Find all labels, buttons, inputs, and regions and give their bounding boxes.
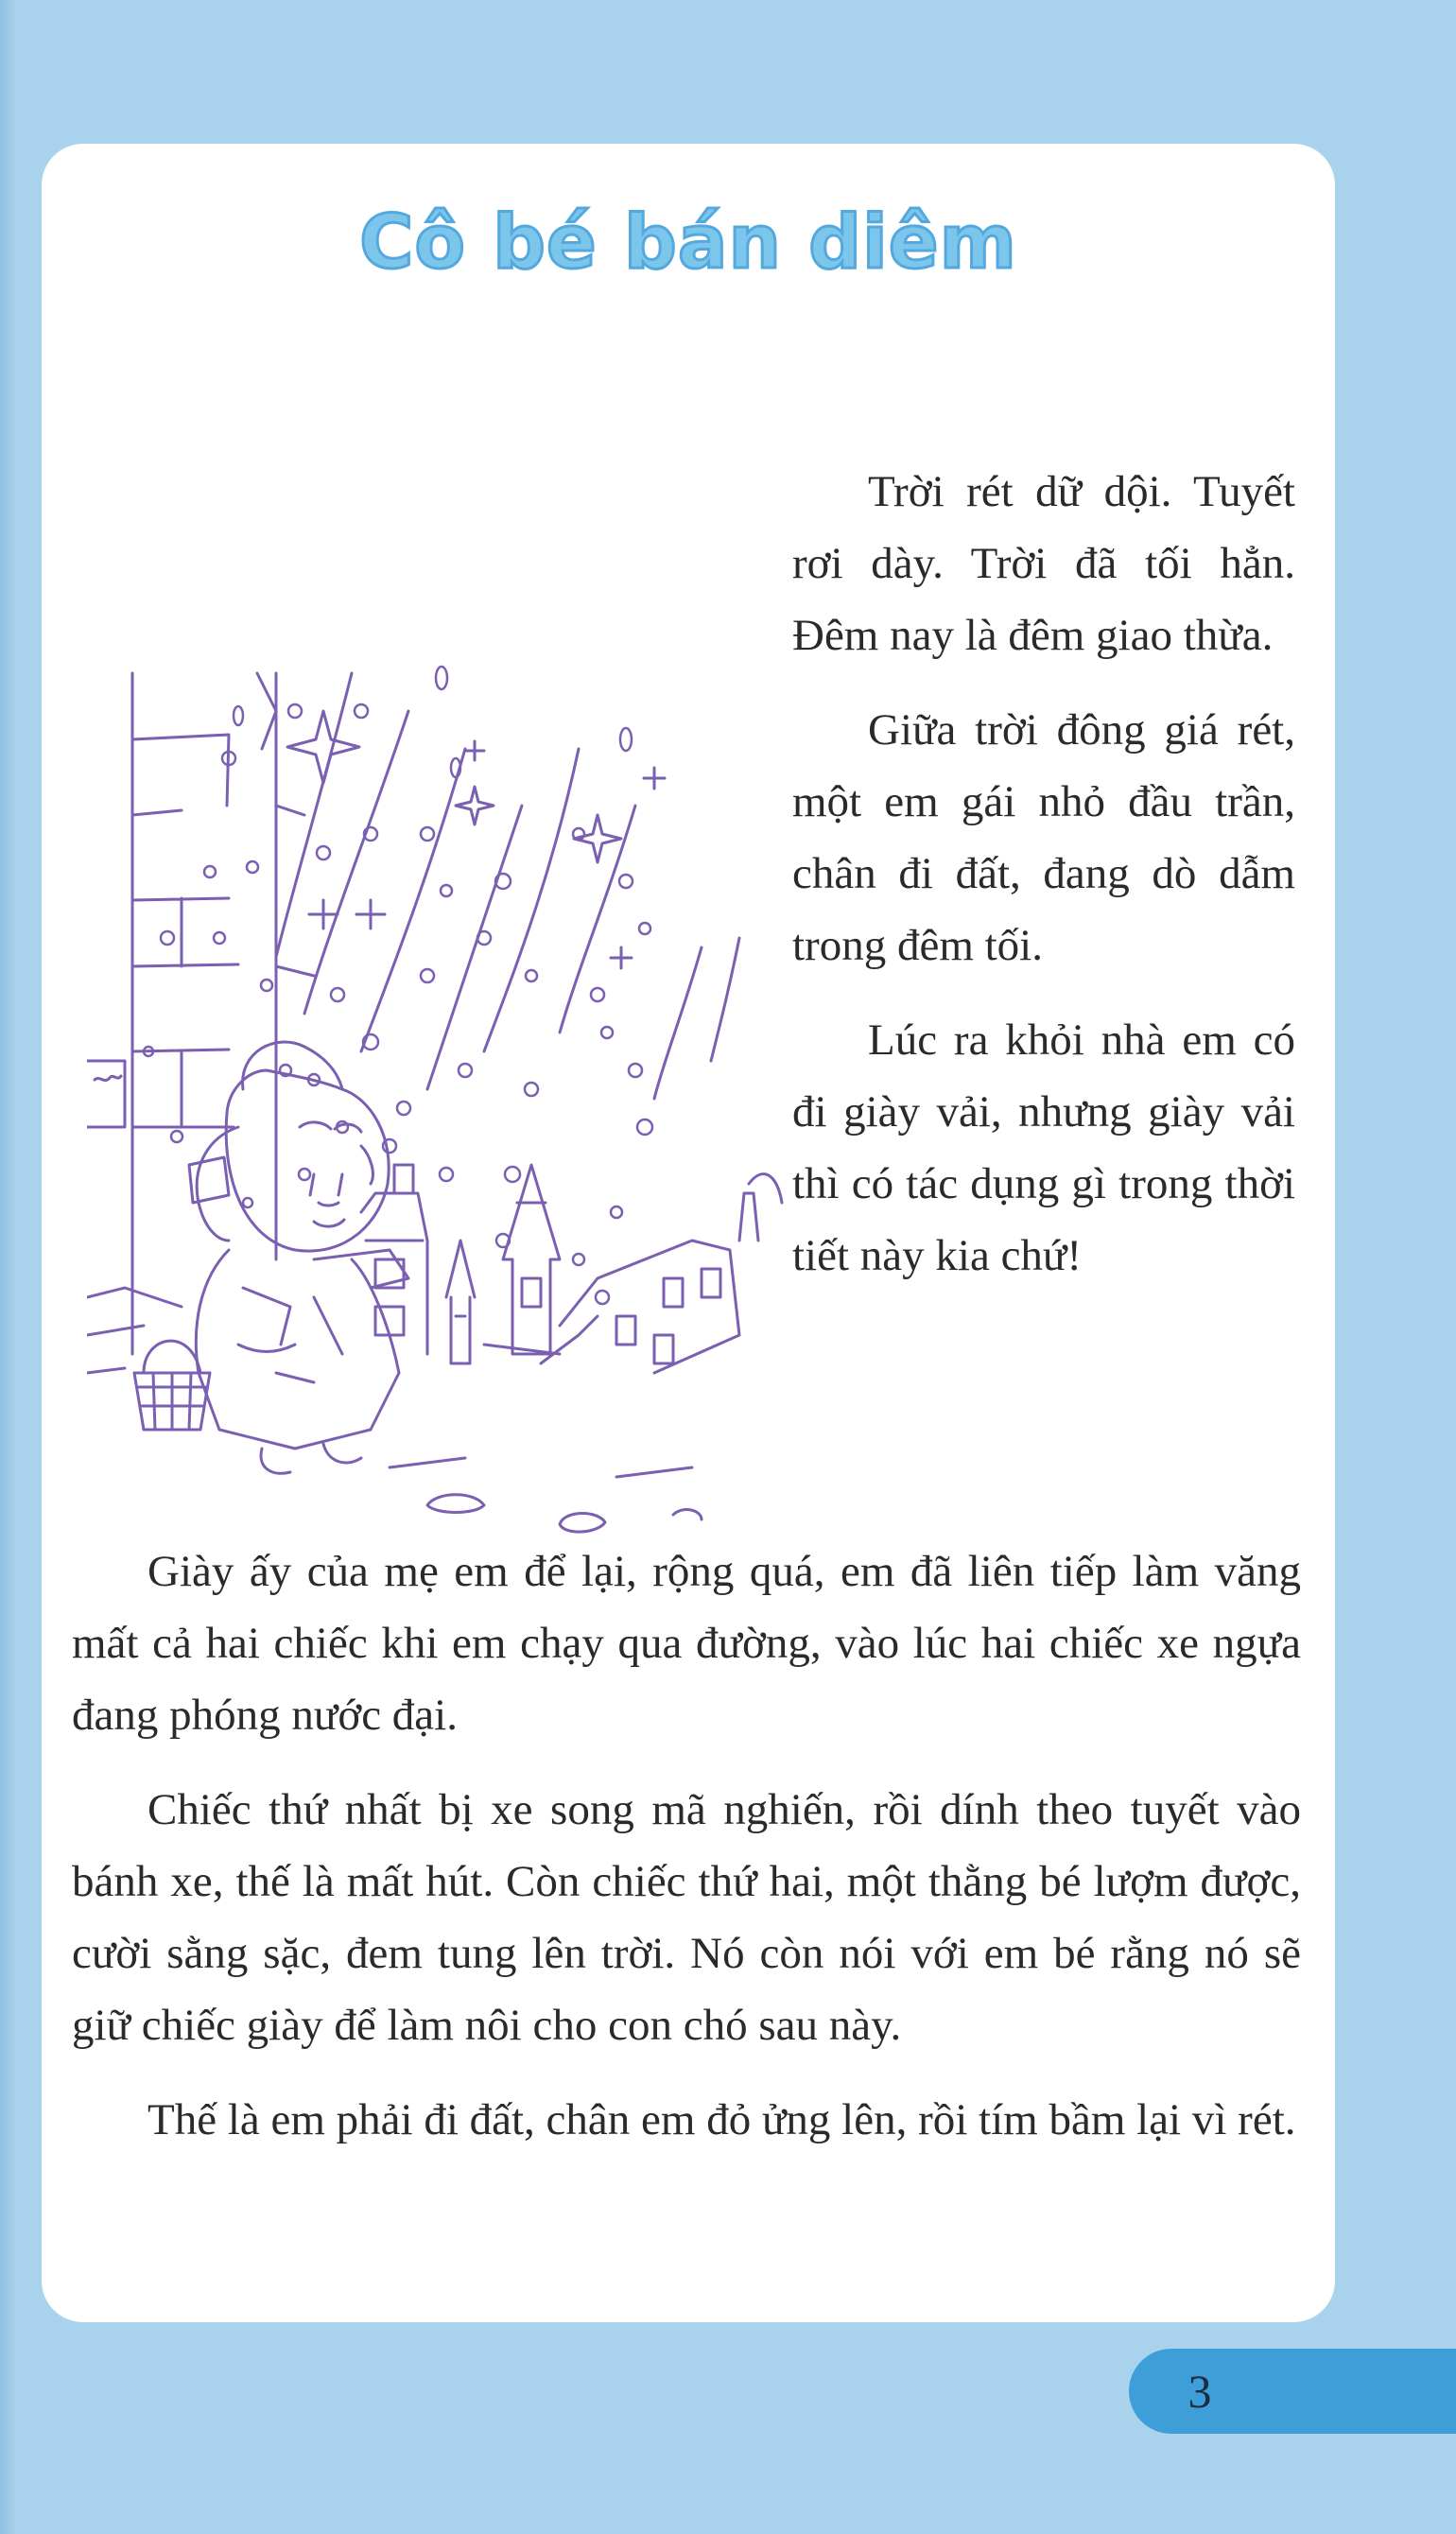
paragraph: Trời rét dữ dội. Tuyết rơi dày. Trời đã tối hẳn. Đêm nay là đêm giao thừa. — [792, 467, 1295, 660]
story-card — [42, 144, 1335, 2322]
match-girl-illustration — [87, 522, 806, 1590]
page-number: 3 — [1187, 2365, 1212, 2418]
page-edge — [0, 0, 17, 2534]
column-text — [792, 456, 1295, 1314]
paragraph: Chiếc thứ nhất bị xe song mã nghiến, rồi dính theo tuyết vào bánh xe, thế là mất hút. Còn chiếc thứ hai, một thằng bé lượm được, cười sằng sặc, đem tung lên trời. Nó còn nói với em bé rằng nó sẽ giữ chiếc giày để làm nôi cho con chó sau này. — [72, 1785, 1301, 2050]
full-width-text — [72, 1536, 1301, 2178]
paragraph: Giày ấy của mẹ em để lại, rộng quá, em đã liên tiếp làm văng mất cả hai chiếc khi em chạy qua đường, vào lúc hai chiếc xe ngựa đang phóng nước đại. — [72, 1547, 1301, 1740]
paragraph: Thế là em phải đi đất, chân em đỏ ửng lên, rồi tím bầm lại vì rét. — [147, 2095, 1296, 2144]
story-title: Cô bé bán diêm — [359, 200, 1017, 286]
paragraph: Lúc ra khỏi nhà em có đi giày vải, nhưng giày vải thì có tác dụng gì trong thời tiết này kia chứ! — [792, 1015, 1295, 1280]
paragraph: Giữa trời đông giá rét, một em gái nhỏ đầu trần, chân đi đất, đang dò dẫm trong đêm tối. — [792, 705, 1295, 970]
